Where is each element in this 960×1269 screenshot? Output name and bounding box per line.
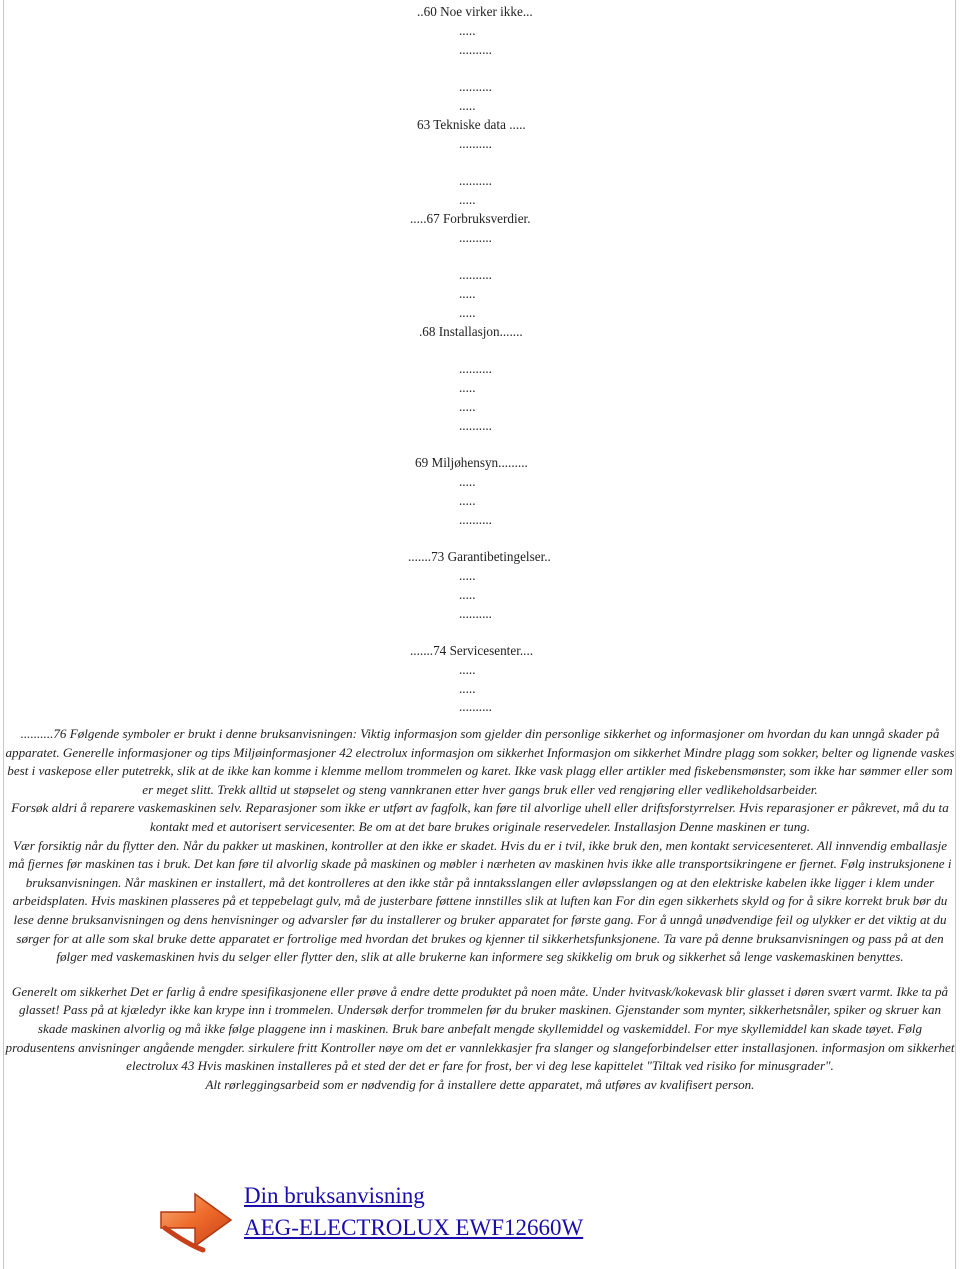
toc-entry: .......... [459, 417, 492, 433]
toc-line [0, 435, 960, 454]
toc-line [0, 623, 960, 642]
toc-line [0, 97, 960, 116]
toc-entry: .......74 Servicesenter.... [410, 643, 534, 659]
toc-line [0, 3, 960, 22]
product-link[interactable]: AEG-ELECTROLUX EWF12660W [244, 1215, 584, 1240]
toc-entry: ..... [459, 473, 476, 489]
toc-entry: ..... [459, 97, 476, 113]
toc-line [0, 567, 960, 586]
toc-line [0, 22, 960, 41]
toc-entry: ..... [459, 304, 476, 320]
toc-line [0, 266, 960, 285]
toc-line [0, 135, 960, 154]
toc-line [0, 661, 960, 680]
paragraph-symbols: ..........76 Følgende symboler er brukt i denne bruksanvisningen: Viktig informasjon som gjelder din personlige sikkerhet og informasjoner om hvordan du kan unngå skader på apparatet. Generelle informasjoner og tips Miljøinformasjoner 42 electrolux informasjon om sikkerhet Informasjon om sikkerhet Mindre plagg som sokker, belter og lignende vaskes best i vaskepose eller putetrekk, slik at de ikke kan komme i klemme mellom trommelen og karet. Ikke vask plagg eller artikler med fiskebensmønster, som ikke har sømmer eller som er meget slitt. Trekk alltid ut støpselet og steng vannkranen etter hver gangs bruk eller ved rengjøring eller vedlikeholdsarbeider. [5, 726, 955, 797]
toc-line [0, 323, 960, 342]
toc-entry: ..... [459, 567, 476, 583]
toc-entry: .......... [459, 173, 492, 189]
toc-line [0, 492, 960, 511]
toc-entry: 69 Miljøhensyn......... [415, 455, 528, 471]
toc-entry: ..... [459, 379, 476, 395]
toc-entry: ..... [459, 586, 476, 602]
toc-entry: .......... [459, 267, 492, 283]
toc-line [0, 247, 960, 266]
toc-line [0, 116, 960, 135]
toc-line [0, 41, 960, 60]
manual-link[interactable]: Din bruksanvisning [244, 1183, 425, 1208]
toc-line [0, 172, 960, 191]
toc-line [0, 210, 960, 229]
toc-entry: ..... [459, 22, 476, 38]
toc-entry: .....67 Forbruksverdier. [410, 210, 531, 226]
toc-line [0, 586, 960, 605]
paragraph-general-safety: Generelt om sikkerhet Det er farlig å endre spesifikasjonene eller prøve å endre dette produktet på noen måte. Under hvitvask/kokevask blir glasset i døren svært varmt. Ikke ta på glasset! Pass på at kjæledyr ikke kan krype inn i trommelen. Undersøk derfor trommelen før du bruker maskinen. Gjenstander som mynter, sikkerhetsnåler, spiker og skruer kan skade maskinen alvorlig og må ikke følge plaggene inn i maskinen. Bruk bare anbefalt mengde skyllemiddel og vaskemiddel. For mye skyllemiddel kan skade tøyet. Følg produsentens anvisninger angående mengder. sirkulere fritt Kontroller nøye om det er vannlekkasjer fra slanger og slangeforbindelser etter installasjonen. informasjon om sikkerhet electrolux 43 Hvis maskinen installeres på et sted der det er fare for frost, ber vi deg lese kapittelet "Tiltak ved risiko for minusgrader". [5, 983, 955, 1074]
paragraph-plumbing: Alt rørleggingsarbeid som er nødvendig for å installere dette apparatet, må utføres av kvalifisert person. [205, 1076, 755, 1092]
toc-entry: .......... [459, 229, 492, 245]
toc-line [0, 304, 960, 323]
toc-line [0, 529, 960, 548]
toc-entry: .......... [459, 511, 492, 527]
toc-line [0, 229, 960, 248]
toc-line [0, 698, 960, 717]
toc-line [0, 59, 960, 78]
toc-entry: ..60 Noe virker ikke... [417, 4, 533, 19]
manual-footer [157, 1180, 857, 1260]
toc-entry: .......... [459, 605, 492, 621]
toc-line [0, 605, 960, 624]
toc-line [0, 360, 960, 379]
toc-entry: .......73 Garantibetingelser.. [408, 549, 551, 565]
toc-entry: .......... [459, 699, 492, 715]
toc-line [0, 398, 960, 417]
arrow-logo-icon [157, 1182, 235, 1256]
toc-line [0, 285, 960, 304]
table-of-contents [0, 3, 960, 736]
toc-line [0, 78, 960, 97]
toc-entry: ..... [459, 285, 476, 301]
toc-entry: ..... [459, 492, 476, 508]
toc-entry: .......... [459, 135, 492, 151]
toc-entry: .......... [459, 361, 492, 377]
paragraph-installation: Vær forsiktig når du flytter den. Når du pakker ut maskinen, kontroller at den ikke er skadet. Hvis du er i tvil, ikke bruk den, men kontakt servicesenteret. All innvendig emballasje må fjernes før maskinen tas i bruk. Det kan føre til alvorlig skade på maskinen og møbler i nærheten av maskinen hvis ikke alle transportsikringene er fjernet. Følg instruksjonene i bruksanvisningen. Når maskinen er installert, må det kontrolleres at den ikke står på inntaksslangen eller avløpsslangen og at den elektriske kabelen ikke ligger i klem under arbeidsplaten. Hvis maskinen plasseres på et teppebelagt gulv, må de justerbare føttene innstilles slik at luften kan For din egen sikkerhets skyld og for å sikre korrekt bruk bør du lese denne bruksanvisningen og dens henvisninger og advarsler før du installerer og bruker apparatet for første gang. For å unngå unødvendige feil og ulykker er det viktig at du sørger for at alle som skal bruke dette apparatet er fortrolige med hvordan det brukes og kjenner til sikkerhetsfunksjonene. Ta vare på denne bruksanvisningen og pass på at den følger med vaskemaskinen hvis du selger eller flytter den, slik at alle brukerne kan informere seg skikkelig om bruk og sikkerhet så lenge vaskemaskinen benyttes. [8, 837, 952, 965]
toc-entry: ..... [459, 661, 476, 677]
toc-line [0, 191, 960, 210]
toc-entry: .......... [459, 79, 492, 95]
toc-entry: ..... [459, 191, 476, 207]
toc-line [0, 511, 960, 530]
paragraph-repair: Forsøk aldri å reparere vaskemaskinen selv. Reparasjoner som ikke er utført av fagfolk, kan føre til alvorlige uhell eller driftsforstyrrelser. Hvis reparasjoner er påkrevet, må du ta kontakt med et autorisert servicesenter. Be om at det bare brukes originale reservedeler. Installasjon Denne maskinen er tung. [11, 800, 949, 834]
toc-line [0, 341, 960, 360]
toc-line [0, 473, 960, 492]
toc-entry: ..... [459, 680, 476, 696]
toc-line [0, 454, 960, 473]
toc-line [0, 417, 960, 436]
toc-line [0, 642, 960, 661]
toc-entry: ..... [459, 398, 476, 414]
safety-text [4, 725, 956, 1094]
toc-entry: .68 Installasjon....... [419, 323, 523, 339]
toc-line [0, 548, 960, 567]
toc-entry: 63 Tekniske data ..... [417, 116, 526, 132]
toc-line [0, 680, 960, 699]
toc-entry: .......... [459, 41, 492, 57]
toc-line [0, 379, 960, 398]
toc-line [0, 153, 960, 172]
